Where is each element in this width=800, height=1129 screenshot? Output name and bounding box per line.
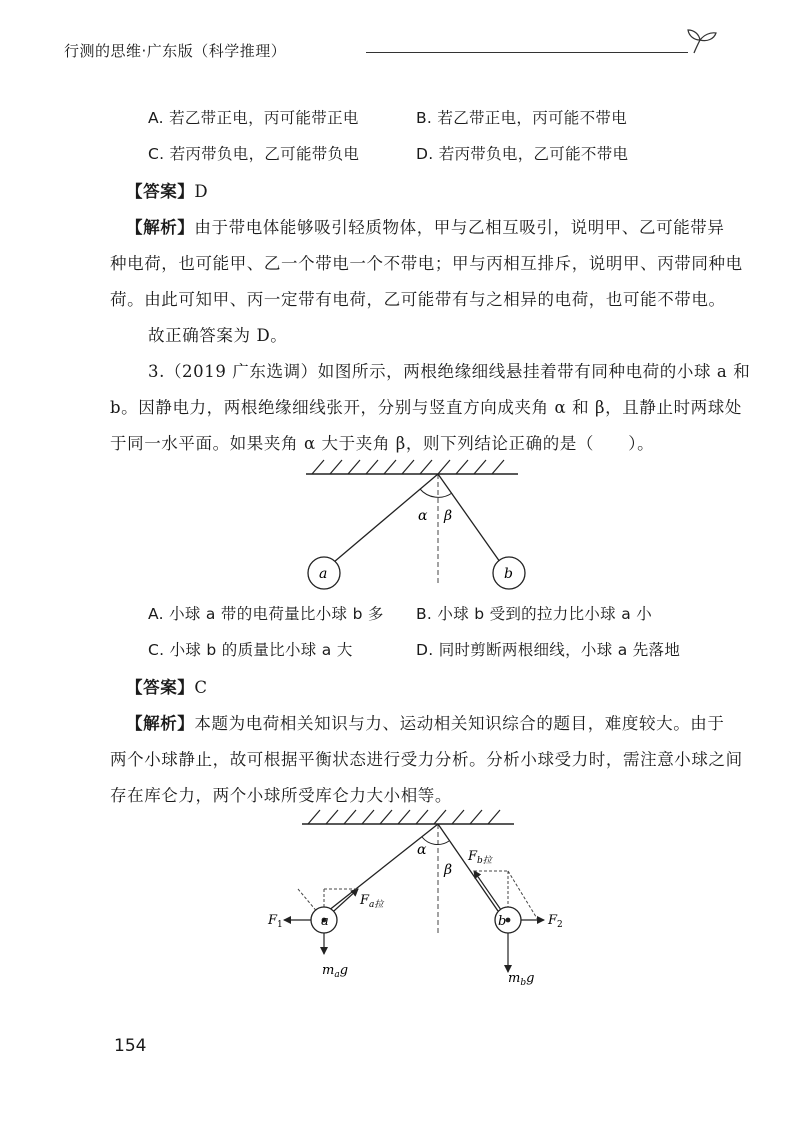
beta-label-2: β: [444, 862, 453, 878]
q3-stem-line-2: b。因静电力，两根绝缘细线张开，分别与竖直方向成夹角 α 和 β，且静止时两球处: [110, 398, 742, 417]
q2-option-c: C. 若丙带负电，乙可能带负电: [148, 145, 360, 163]
q3-answer-value: C: [194, 678, 208, 697]
page-number: 154: [114, 1036, 147, 1056]
q3-option-d: D. 同时剪断两根细线，小球 a 先落地: [416, 641, 681, 659]
q3-option-c: C. 小球 b 的质量比小球 a 大: [148, 641, 353, 659]
running-header: 行测的思维·广东版（科学推理）: [64, 42, 287, 60]
q2-answer-label: 【答案】: [126, 182, 195, 201]
q3-analysis-label: 【解析】: [126, 714, 195, 733]
ceiling-hatch: [312, 460, 504, 474]
ceiling-hatch-2: [308, 810, 500, 824]
ma-g-label: $m_ag$: [322, 963, 349, 980]
alpha-label-2: α: [417, 842, 427, 858]
q2-option-d: D. 若丙带负电，乙可能不带电: [416, 145, 629, 163]
beta-label: β: [444, 508, 453, 524]
q3-analysis-line-3: 存在库仑力，两个小球所受库仑力大小相等。: [110, 786, 452, 805]
q2-analysis-line-3: 荷。由此可知甲、丙一定带有电荷，乙可能带有与之相异的电荷，也可能不带电。: [110, 290, 726, 309]
q2-analysis-label: 【解析】: [126, 218, 195, 237]
ball-a-label: a: [319, 566, 328, 582]
ball-b-label-2: b: [498, 914, 507, 929]
q2-conclusion: 故正确答案为 D。: [148, 326, 288, 345]
q2-option-a: A. 若乙带正电，丙可能带正电: [148, 109, 359, 127]
q3-option-b: B. 小球 b 受到的拉力比小球 a 小: [416, 605, 653, 623]
q3-answer-label: 【答案】: [126, 678, 195, 697]
q3-option-a: A. 小球 a 带的电荷量比小球 b 多: [148, 605, 384, 623]
figure-force-analysis: [262, 804, 582, 994]
q3-stem-line-1: 3.（2019 广东选调）如图所示，两根绝缘细线悬挂着带有同种电荷的小球 a 和: [148, 362, 751, 381]
q2-analysis-line-2: 种电荷，也可能甲、乙一个带电一个不带电；甲与丙相互排斥，说明甲、丙带同种电: [110, 254, 743, 273]
sprout-icon: [684, 26, 718, 56]
q2-analysis-line-1: [126, 214, 725, 238]
fa-label: $F_{a拉}$: [360, 893, 384, 910]
q3-answer-line: [126, 674, 208, 698]
mb-g-label: $m_bg$: [508, 971, 535, 988]
q2-analysis-text-1: 由于带电体能够吸引轻质物体，甲与乙相互吸引，说明甲、乙可能带异: [194, 218, 725, 237]
alpha-label: α: [418, 508, 428, 524]
string-a-2: [328, 824, 438, 911]
angle-arc: [420, 489, 452, 497]
f1-label: $F_1$: [268, 913, 283, 930]
q3-analysis-line-2: 两个小球静止，故可根据平衡状态进行受力分析。分析小球受力时，需注意小球之间: [110, 750, 743, 769]
q3-analysis-line-1: [126, 710, 725, 734]
f2-label: $F_2$: [548, 913, 563, 930]
q3-analysis-text-1: 本题为电荷相关知识与力、运动相关知识综合的题目，难度较大。由于: [194, 714, 725, 733]
figure-pendulum: [300, 452, 530, 592]
ball-a-label-2: a: [321, 914, 329, 929]
q2-option-b: B. 若乙带正电，丙可能不带电: [416, 109, 627, 127]
q2-answer-value: D: [194, 182, 209, 201]
q3-stem-line-3: 于同一水平面。如果夹角 α 大于夹角 β，则下列结论正确的是（ ）。: [110, 434, 655, 453]
fb-label: $F_{b拉}$: [468, 849, 492, 866]
ball-b-label: b: [504, 566, 513, 582]
header-rule: [366, 52, 688, 53]
q2-answer-line: [126, 178, 208, 202]
